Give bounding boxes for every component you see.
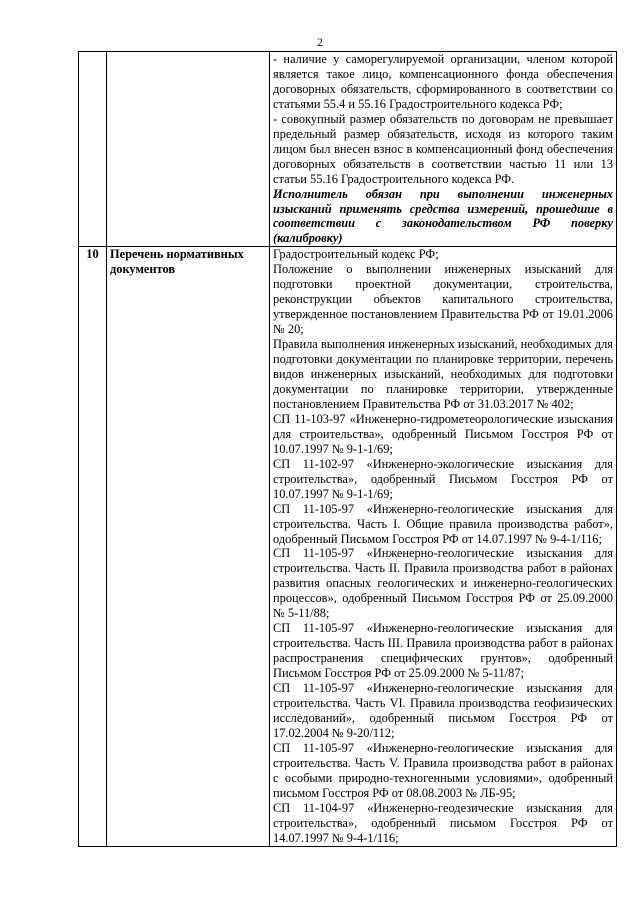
content-paragraph: Положение о выполнении инженерных изысканий для подготовки проектной документации, строительства, реконструкции объектов капитального строительства, утвержденное постановлением Правительства РФ от 19.01.2006 № 20; xyxy=(273,262,613,337)
content-paragraph: - совокупный размер обязательств по договорам не превышает предельный размер обязательств, исходя из которого таким лицом был внесен взнос в компенсационный фонд обеспечения договорных обязательств в соответствии частью 11 или 13 статьи 55.16 Градостроительного кодекса РФ. xyxy=(273,111,613,186)
row-name-cell xyxy=(107,52,270,247)
content-paragraph: СП 11-105-97 «Инженерно-геологические изыскания для строительства. Часть II. Правила производства работ в районах развития опасных геологических и инженерно-геологических процессов», одобренный Письмом Госстроя РФ от 25.09.2000 № 5-11/88; xyxy=(273,546,613,621)
table-row xyxy=(79,247,617,846)
page-number: 2 xyxy=(317,35,323,49)
content-paragraph: Градостроительный кодекс РФ; xyxy=(273,247,439,262)
row-content-cell xyxy=(270,52,617,247)
content-paragraph: СП 11-105-97 «Инженерно-геологические изыскания для строительства. Часть VI. Правила производства геофизических исследований», одобренный письмом Госстроя РФ от 17.02.2004 № 9-20/112; xyxy=(273,681,613,740)
content-paragraph: СП 11-102-97 «Инженерно-экологические изыскания для строительства», одобренный Письмом Госстроя РФ от 10.07.1997 № 9-1-1/69; xyxy=(273,456,613,501)
content-paragraph: - наличие у саморегулируемой организации, членом которой является такое лицо, компенсационного фонда обеспечения договорных обязательств, сформированного в соответствии со статьями 55.4 и 55.16 Градостроительного кодекса РФ; xyxy=(273,52,613,111)
content-paragraph: Правила выполнения инженерных изысканий, необходимых для подготовки документации по планировке территории, перечень видов инженерных изысканий, необходимых для подготовки документации по планировке территории, утвержденные постановлением Правительства РФ от 31.03.2017 № 402; xyxy=(273,337,613,411)
row-content-cell xyxy=(270,247,617,846)
table-row xyxy=(79,52,617,247)
row-number-cell: 10 xyxy=(79,247,107,846)
row-name-cell: Перечень нормативных документов xyxy=(107,247,270,846)
content-paragraph: СП 11-105-97 «Инженерно-геологические изыскания для строительства. Часть I. Общие правила производства работ», одобренный Письмом Госстроя РФ от 14.07.1997 № 9-4-1/116; xyxy=(273,501,613,546)
content-paragraph: СП 11-105-97 «Инженерно-геологические изыскания для строительства. Часть III. Правила производства работ в районах распространения специфических грунтов», одобренный Письмом Госстроя РФ от 25.09.2000 № 5-11/87; xyxy=(273,621,613,681)
content-paragraph: СП 11-105-97 «Инженерно-геологические изыскания для строительства. Часть V. Правила производства работ в районах с особыми природно-техногенными условиями», одобренный письмом Госстроя РФ от 08.08.2003 № ЛБ-95; xyxy=(273,740,613,800)
emphasis-paragraph: Исполнитель обязан при выполнении инженерных изысканий применять средства измерений, прошедшие в соответствии с законодательством РФ поверку (калибровку) xyxy=(273,186,613,246)
row-number-cell xyxy=(79,52,107,247)
content-paragraph: СП 11-104-97 «Инженерно-геодезические изыскания для строительства», одобренный письмом Госстроя РФ от 14.07.1997 № 9-4-1/116; xyxy=(273,800,613,845)
content-paragraph: СП 11-103-97 «Инженерно-гидрометеорологические изыскания для строительства», одобренный Письмом Госстроя РФ от 10.07.1997 № 9-1-1/69; xyxy=(273,411,613,456)
requirements-table xyxy=(78,51,617,847)
